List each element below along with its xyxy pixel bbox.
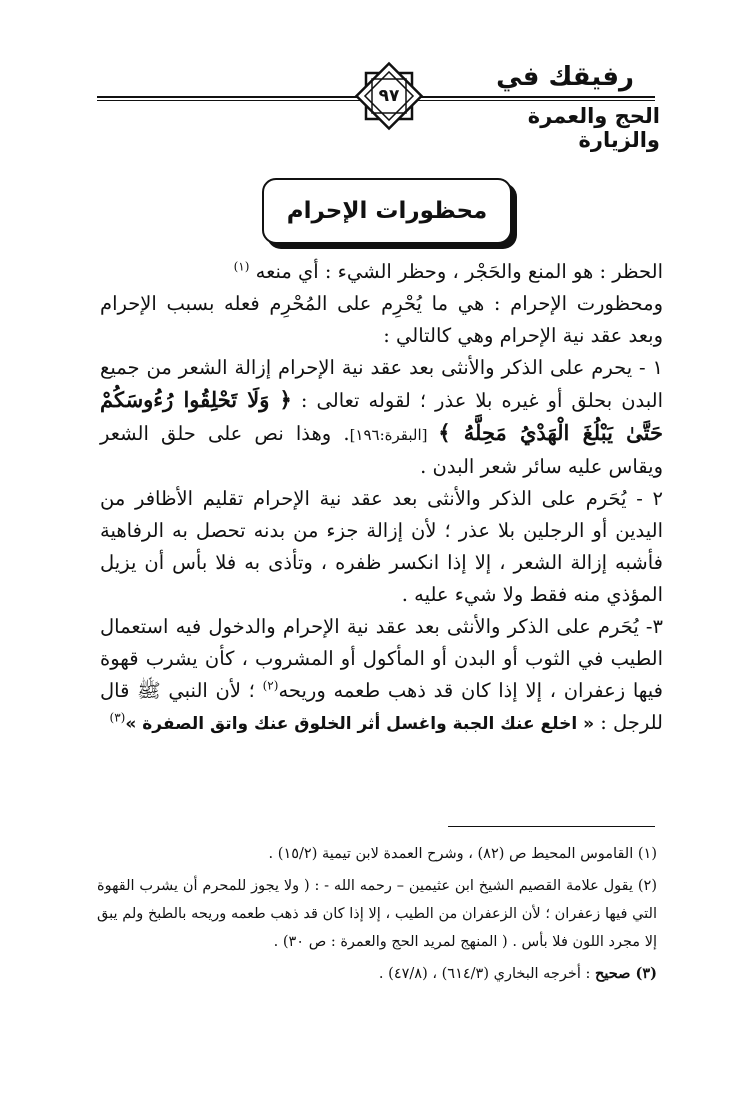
rule-1-text-b: . وهذا نص على حلق الشعر ويقاس عليه سائر شعر البدن .: [100, 422, 663, 478]
footnote-2: (٢) يقول علامة القصيم الشيخ ابن عثيمين – رحمه الله - : ( ولا يجوز للمحرم أن يشرب القهوة التي فيها زعفران ؛ لأن الزعفران من الطيب ، إلا إذا كان قد ذهب طعمه وريحه بالطبخ ولم يبق إلا مجرد اللون فلا بأس . ( المنهج لمريد الحج والعمرة : ص ٣٠) .: [97, 878, 657, 950]
quran-verse: ﴿ وَلَا تَحْلِقُوا رُءُوسَكُمْ حَتَّىٰ يَبْلُغَ الْهَدْيُ مَحِلَّهُ ﴾: [100, 387, 663, 445]
definition-text: الحظر : هو المنع والحَجْر ، وحظر الشيء : أي منعه: [249, 260, 663, 283]
quran-reference: [البقرة:١٩٦]: [349, 426, 439, 444]
book-title-top: رفيقك في: [496, 62, 634, 92]
paragraph-intro: [100, 288, 663, 352]
book-title-bottom: الحج والعمرة والزيارة: [527, 104, 660, 152]
footnote-ref-2: (٢): [262, 678, 279, 693]
footnotes: [97, 840, 657, 992]
footnote-3-text: : أخرجه البخاري (٦١٤/٣) ، (٤٧/٨) .: [378, 966, 595, 982]
paragraph-rule-3: [100, 611, 663, 740]
paragraph-definition: [100, 256, 663, 288]
paragraph-rule-1: [100, 352, 663, 483]
footnote-separator: [448, 826, 655, 827]
footnote-3: [97, 960, 657, 988]
footnote-3-label: (٣) صحيح: [595, 965, 657, 982]
page-number-badge: [353, 60, 425, 132]
rule-3-text-a: ٣- يُحَرم على الذكر والأنثى بعد عقد نية الإحرام والدخول فيه استعمال الطيب في الثوب أو البدن أو المأكول أو المشروب ، كأن يشرب قهوة فيها زعفران ، إلا إذا كان قد ذهب طعمه وريحه: [100, 615, 663, 702]
footnote-ref-3: (٣): [109, 710, 126, 725]
rule-3-text-b: ؛ لأن النبي ﷺ قال للرجل :: [100, 679, 663, 734]
section-title-box: [262, 178, 512, 244]
hadith-text: « اخلع عنك الجبة واغسل أثر الخلوق عنك واتق الصفرة »: [125, 714, 595, 734]
section-title: محظورات الإحرام: [286, 198, 488, 224]
footnote-1: (١) القاموس المحيط ص (٨٢) ، وشرح العمدة لابن تيمية (١٥/٢) .: [268, 846, 657, 862]
rule-1-text-a: ١ - يحرم على الذكر والأنثى بعد عقد نية الإحرام إزالة الشعر من جميع البدن بحلق أو غيره بلا عذر ؛ لقوله تعالى :: [100, 356, 663, 412]
intro-text: ومحظورت الإحرام : هي ما يُحْرِم على المُحْرِم فعله بسبب الإحرام وبعد عقد نية الإحرام وهي كالتالي :: [100, 292, 663, 347]
body-text: [100, 256, 663, 740]
rule-2-text: ٢ - يُحَرم على الذكر والأنثى بعد عقد نية الإحرام تقليم الأظافر من اليدين أو الرجلين بلا عذر ؛ لأن إزالة جزء من بدنه تحصل به الرفاهية فأشبه إزالة الشعر ، إلا إذا انكسر ظفره ، وتأذى به فلا بأس أن يزيل المؤذي منه فقط ولا شيء عليه .: [100, 487, 663, 606]
footnote-ref-1: (١): [233, 259, 250, 274]
page-number: ٩٧: [378, 86, 400, 106]
paragraph-rule-2: [100, 483, 663, 611]
